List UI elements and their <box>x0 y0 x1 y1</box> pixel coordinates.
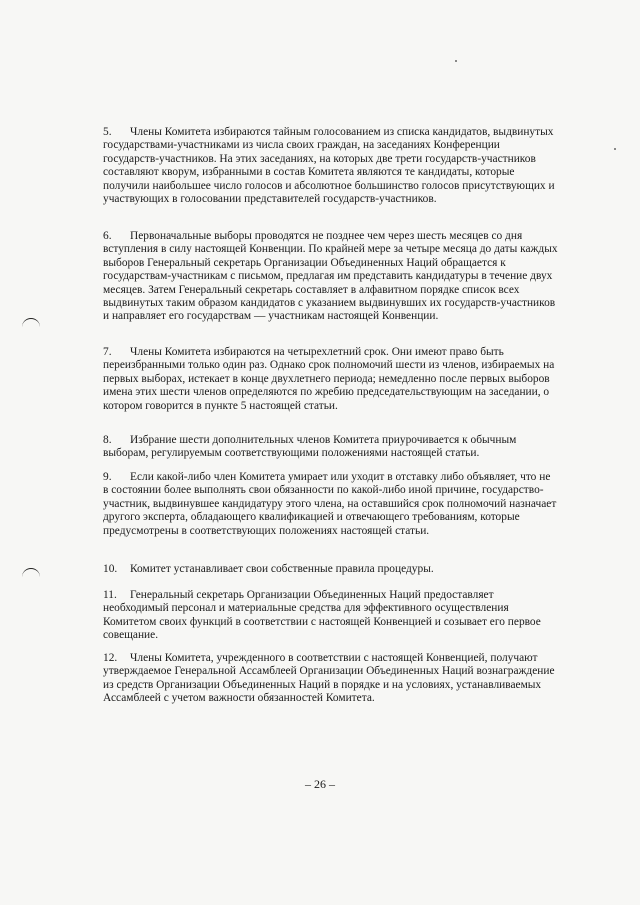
paragraph-number: 6. <box>103 230 112 242</box>
paragraph-6 <box>103 230 558 324</box>
paragraph-text: Члены Комитета избираются на четырехлетний срок. Они имеют право быть переизбранными только один раз. Однако срок полномочий шести из членов, избираемых на первых выборах, истекает в конце двухлетнего периода; немедленно после первых выборов имена этих шести членов определяются по жребию председательствующим на заседании, о котором говорится в пункте 5 настоящей статьи. <box>103 346 555 412</box>
paragraph-number: 10. <box>103 563 118 575</box>
binding-mark-top <box>22 318 40 327</box>
paragraph-number: 12. <box>103 652 118 664</box>
paragraph-text: Члены Комитета, учрежденного в соответствии с настоящей Конвенцией, получают утверждаемое Генеральной Ассамблеей Организации Объединенных Наций вознаграждение из средств Организации Объединенных Наций в порядке и на условиях, устанавливаемых Ассамблеей с учетом важности обязанностей Комитета. <box>103 652 555 705</box>
paragraph-text: Если какой-либо член Комитета умирает или уходит в отставку либо объявляет, что не в состоянии более выполнять свои обязанности по какой-либо иной причине, государство-участник, выдвинувшее кандидатуру этого члена, на оставшийся срок полномочий назначает другого эксперта, обладающего квалификацией и отвечающего требованиям, которые предусмотрены в соответствующих положениях настоящей статьи. <box>103 471 557 537</box>
paragraph-11 <box>103 589 558 643</box>
paragraph-number: 8. <box>103 434 112 446</box>
paragraph-10 <box>103 563 558 576</box>
paragraph-text: Первоначальные выборы проводятся не позднее чем через шесть месяцев со дня вступления в силу настоящей Конвенции. По крайней мере за четыре месяца до даты каждых выборов Генеральный секретарь Организации Объединенных Наций обращается к государствам-участникам с письмом, предлагая им представить кандидатуры в течение двух месяцев. Затем Генеральный секретарь составляет в алфавитном порядке список всех выдвинутых таким образом кандидатов с указанием выдвинувших их государств-участников и направляет его государствам — участникам настоящей Конвенции. <box>103 230 558 323</box>
page-number: – 26 – <box>305 777 335 791</box>
binding-mark-bottom <box>22 568 40 577</box>
paragraph-number: 5. <box>103 126 112 138</box>
scan-speck <box>614 148 616 150</box>
paragraph-number: 9. <box>103 471 112 483</box>
paragraph-text: Комитет устанавливает свои собственные правила процедуры. <box>130 563 434 575</box>
paragraph-text: Члены Комитета избираются тайным голосованием из списка кандидатов, выдвинутых государствами-участниками из числа своих граждан, на заседаниях Конференции государств-участников. На этих заседаниях, на которых две трети государств-участников составляют кворум, избранными в состав Комитета являются те кандидаты, которые получили наибольшее число голосов и абсолютное большинство голосов присутствующих и участвующих в голосовании представителей государств-участников. <box>103 126 555 206</box>
paragraph-7 <box>103 346 558 413</box>
paragraph-text: Генеральный секретарь Организации Объединенных Наций предоставляет необходимый персонал и материальные средства для эффективного осуществления Комитетом своих функций в соответствии с настоящей Конвенцией и созывает его первое совещание. <box>103 589 541 642</box>
paragraph-number: 11. <box>103 589 117 601</box>
paragraph-5 <box>103 126 558 206</box>
paragraph-text: Избрание шести дополнительных членов Комитета приурочивается к обычным выборам, регулируемым соответствующими положениями настоящей статьи. <box>103 434 517 460</box>
paragraph-number: 7. <box>103 346 112 358</box>
paragraph-8 <box>103 434 558 461</box>
scan-speck <box>455 60 457 62</box>
paragraph-9 <box>103 471 558 538</box>
paragraph-12 <box>103 652 558 706</box>
